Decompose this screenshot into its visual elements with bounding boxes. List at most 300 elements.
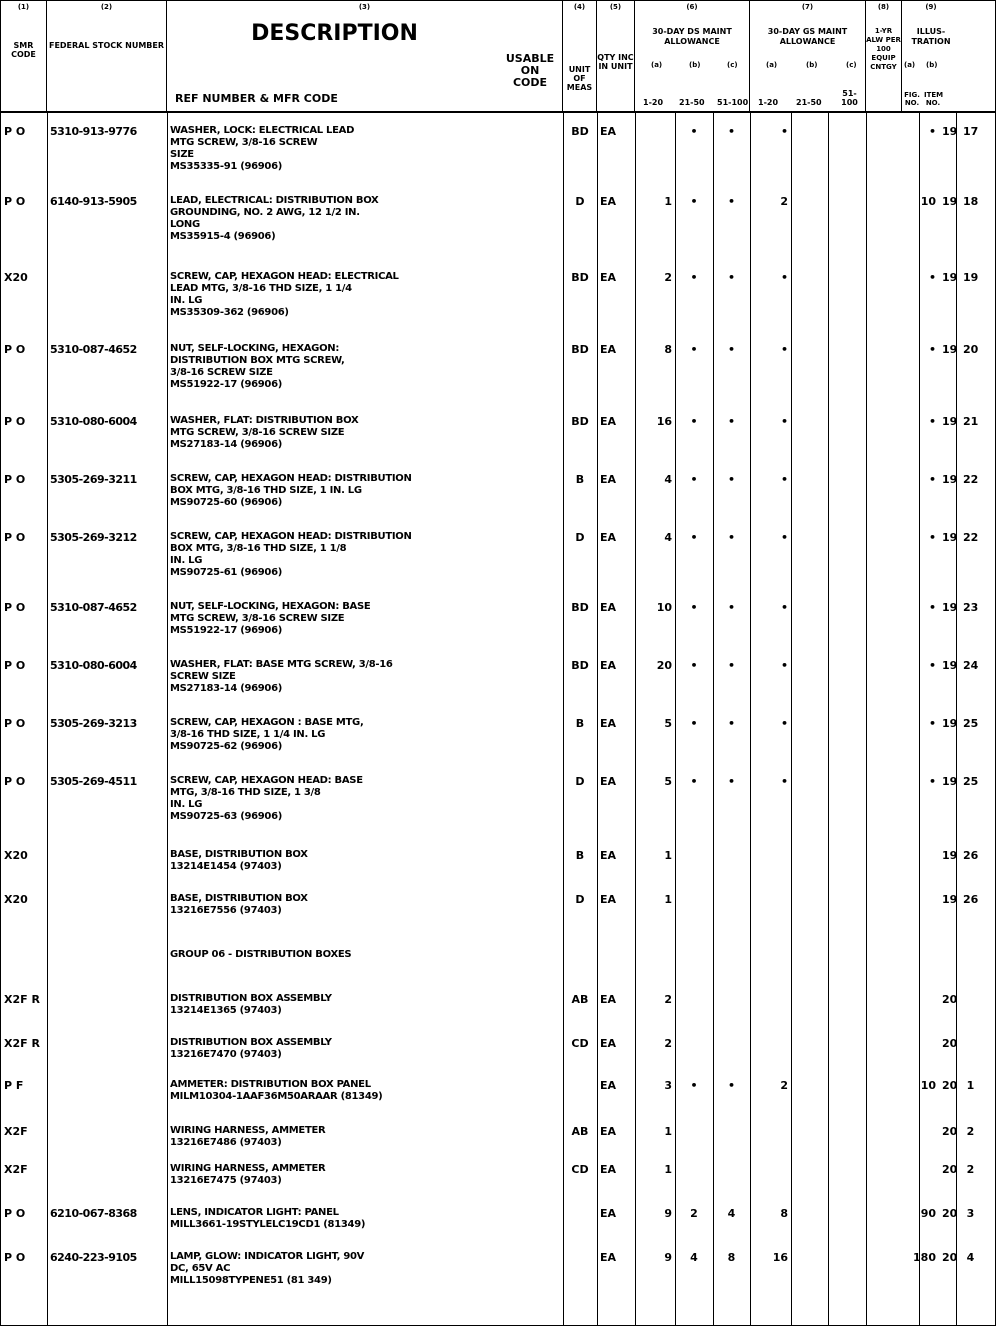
gs-allowance-c — [866, 1251, 902, 1287]
federal-stock-number — [47, 949, 167, 961]
ds-allowance-b: • — [727, 717, 736, 730]
ds-allowance-b: • — [727, 415, 736, 428]
usable-on-code: D — [575, 195, 585, 208]
ds-allowance-a: 2 — [690, 1207, 698, 1220]
qty-in-unit: 5 — [664, 775, 672, 788]
usable-on-code: D — [575, 531, 585, 544]
usable-on-code: BD — [571, 659, 589, 672]
gs-allowance-c — [866, 949, 902, 961]
federal-stock-number — [47, 993, 167, 1017]
ds-allowance-a — [675, 893, 713, 917]
item-number: 26 — [963, 849, 979, 862]
gs-allowance-b — [828, 1125, 866, 1149]
figure-number: 19 — [942, 473, 958, 486]
ds-allowance-a: • — [690, 343, 698, 356]
federal-stock-number — [47, 1037, 167, 1061]
gs-allowance-a — [791, 849, 828, 873]
description: AMMETER: DISTRIBUTION BOX PANEL MILM10304-1AAF36M50ARAAR (81349) — [170, 1079, 383, 1102]
ds-allowance-b — [713, 849, 750, 873]
ds-allowance-b — [713, 949, 750, 961]
unit-of-measure: EA — [600, 1207, 617, 1220]
ds-allowance-b — [713, 993, 750, 1017]
gs-allowance-c — [866, 531, 902, 579]
ds-allowance-b: • — [727, 125, 736, 138]
usable-on-code: B — [575, 717, 585, 730]
gs-allowance-b — [828, 473, 866, 509]
header-qty-inc-in-unit: (5) QTY INC IN UNIT — [597, 1, 635, 111]
one-year-allowance: • — [928, 125, 936, 138]
smr-code: P O — [4, 1207, 26, 1220]
ds-allowance-c — [750, 893, 791, 917]
gs-allowance-a — [791, 949, 828, 961]
gs-allowance-b — [828, 601, 866, 637]
ds-allowance-a: • — [690, 659, 698, 672]
table-row — [1, 1207, 995, 1231]
federal-stock-number — [47, 1125, 167, 1149]
table-row — [1, 125, 995, 173]
ds-allowance-a: • — [690, 717, 698, 730]
ds-allowance-c: • — [780, 531, 788, 544]
gs-allowance-a — [791, 271, 828, 319]
table-row — [1, 531, 995, 579]
item-number: 22 — [963, 531, 979, 544]
federal-stock-number: 6140-913-5905 — [50, 195, 137, 208]
description: DISTRIBUTION BOX ASSEMBLY 13216E7470 (97403) — [170, 1037, 332, 1060]
table-row — [1, 849, 995, 873]
smr-code: P O — [4, 415, 26, 428]
figure-number: 19 — [942, 659, 958, 672]
unit-of-measure: EA — [600, 271, 617, 284]
usable-on-code — [563, 1079, 597, 1103]
figure-number: 20 — [942, 1251, 958, 1264]
gs-allowance-a — [791, 1163, 828, 1187]
ds-allowance-c: • — [780, 601, 788, 614]
description: LAMP, GLOW: INDICATOR LIGHT, 90V DC, 65V AC MILL15098TYPENE51 (81 349) — [170, 1251, 365, 1286]
gs-allowance-b — [828, 717, 866, 753]
gs-allowance-b — [828, 993, 866, 1017]
smr-code: P F — [4, 1079, 24, 1092]
usable-on-code — [563, 949, 597, 961]
ds-allowance-c — [750, 1163, 791, 1187]
description: SCREW, CAP, HEXAGON HEAD: ELECTRICAL LEAD MTG, 3/8-16 THD SIZE, 1 1/4 IN. LG MS35309-362 (96906) — [170, 271, 399, 318]
header-federal-stock-number: (2) FEDERAL STOCK NUMBER — [47, 1, 167, 111]
one-year-allowance: • — [928, 601, 936, 614]
figure-number: 20 — [942, 1079, 958, 1092]
gs-allowance-a — [791, 1037, 828, 1061]
ds-allowance-a: • — [690, 415, 698, 428]
description: SCREW, CAP, HEXAGON : BASE MTG, 3/8-16 THD SIZE, 1 1/4 IN. LG MS90725-62 (96906) — [170, 717, 364, 752]
one-year-allowance: • — [928, 415, 936, 428]
gs-allowance-a — [791, 601, 828, 637]
gs-allowance-c — [866, 601, 902, 637]
unit-of-measure: EA — [600, 415, 617, 428]
smr-code: P O — [4, 343, 26, 356]
description: LEAD, ELECTRICAL: DISTRIBUTION BOX GROUNDING, NO. 2 AWG, 12 1/2 IN. LONG MS35915-4 (96906) — [170, 195, 379, 242]
smr-code: P O — [4, 125, 26, 138]
table-row — [1, 343, 995, 391]
header-smr-code: (1) SMR CODE — [1, 1, 47, 111]
item-number: 24 — [963, 659, 979, 672]
table-row — [1, 1037, 995, 1061]
ds-allowance-c: • — [780, 473, 788, 486]
usable-on-code: AB — [571, 1125, 589, 1138]
ds-allowance-c: • — [780, 271, 788, 284]
figure-number: 19 — [942, 601, 958, 614]
qty-in-unit: 1 — [664, 195, 672, 208]
unit-of-measure: EA — [600, 531, 617, 544]
ds-allowance-b: • — [727, 659, 736, 672]
gs-allowance-b — [828, 343, 866, 391]
gs-allowance-b — [828, 125, 866, 173]
usable-on-code: D — [575, 893, 585, 906]
ds-allowance-a: • — [690, 473, 698, 486]
ds-allowance-b: • — [727, 775, 736, 788]
header-description: (3) DESCRIPTION REF NUMBER & MFR CODE USABLE ON CODE — [167, 1, 563, 111]
qty-in-unit: 9 — [664, 1251, 672, 1264]
ds-allowance-b: • — [727, 271, 736, 284]
gs-allowance-a — [791, 893, 828, 917]
table-row — [1, 893, 995, 917]
ds-allowance-b: 8 — [727, 1251, 736, 1264]
ds-allowance-a: 4 — [690, 1251, 698, 1264]
usable-on-code: BD — [571, 415, 589, 428]
figure-number: 19 — [942, 531, 958, 544]
one-year-allowance: 180 — [913, 1251, 936, 1264]
figure-number: 19 — [942, 415, 958, 428]
ds-allowance-a — [675, 949, 713, 961]
description: DISTRIBUTION BOX ASSEMBLY 13214E1365 (97403) — [170, 993, 332, 1016]
header-ds-maint-allowance: (6) 30-DAY DS MAINT ALLOWANCE (a) (b) (c) 1-20 21-50 51-100 — [635, 1, 750, 111]
gs-allowance-c — [866, 717, 902, 753]
gs-allowance-a — [791, 195, 828, 243]
usable-on-code: BD — [571, 125, 589, 138]
ds-allowance-c: 2 — [780, 195, 788, 208]
header-illustration: (9) ILLUS-TRATION (a) (b) FIG. NO. ITEM NO. — [904, 3, 951, 107]
table-row — [1, 659, 995, 695]
federal-stock-number: 5310-080-6004 — [50, 659, 137, 672]
one-year-allowance: 10 — [920, 1079, 936, 1092]
figure-number: 19 — [942, 271, 958, 284]
ds-allowance-a — [675, 1037, 713, 1061]
federal-stock-number: 6240-223-9105 — [50, 1251, 137, 1264]
ds-allowance-a: • — [690, 195, 698, 208]
ds-allowance-b — [713, 1163, 750, 1187]
usable-on-code: BD — [571, 601, 589, 614]
qty-in-unit: 1 — [664, 1125, 672, 1138]
gs-allowance-b — [828, 1037, 866, 1061]
qty-in-unit: 1 — [664, 849, 672, 862]
figure-number — [939, 949, 960, 961]
one-year-allowance — [902, 1163, 939, 1187]
item-number: 2 — [966, 1163, 975, 1176]
ds-allowance-a: • — [690, 601, 698, 614]
one-year-allowance: 10 — [920, 195, 936, 208]
gs-allowance-b — [828, 415, 866, 451]
unit-of-measure: EA — [600, 1037, 617, 1050]
figure-number: 20 — [942, 993, 958, 1006]
table-row — [1, 949, 995, 961]
unit-of-measure — [597, 949, 635, 961]
unit-of-measure: EA — [600, 775, 617, 788]
one-year-allowance: • — [928, 473, 936, 486]
description: GROUP 06 - DISTRIBUTION BOXES — [170, 949, 352, 960]
ds-allowance-c: • — [780, 343, 788, 356]
unit-of-measure: EA — [600, 601, 617, 614]
one-year-allowance — [902, 1125, 939, 1149]
federal-stock-number — [47, 271, 167, 319]
qty-in-unit: 1 — [664, 1163, 672, 1176]
figure-number: 19 — [942, 195, 958, 208]
figure-number: 20 — [942, 1125, 958, 1138]
qty-in-unit: 9 — [664, 1207, 672, 1220]
one-year-allowance — [902, 993, 939, 1017]
ds-allowance-a — [675, 1163, 713, 1187]
qty-in-unit: 2 — [664, 1037, 672, 1050]
table-row — [1, 993, 995, 1017]
description: NUT, SELF-LOCKING, HEXAGON: DISTRIBUTION BOX MTG SCREW, 3/8-16 SCREW SIZE MS51922-17 (96906) — [170, 343, 345, 390]
federal-stock-number: 5305-269-3212 — [50, 531, 137, 544]
gs-allowance-a — [791, 775, 828, 823]
gs-allowance-c — [866, 473, 902, 509]
gs-allowance-a — [791, 531, 828, 579]
federal-stock-number — [47, 1079, 167, 1103]
item-number: 21 — [963, 415, 979, 428]
description: WIRING HARNESS, AMMETER 13216E7486 (97403) — [170, 1125, 326, 1148]
gs-allowance-c — [866, 775, 902, 823]
one-year-allowance: • — [928, 531, 936, 544]
usable-on-code — [563, 1251, 597, 1287]
table-row — [1, 473, 995, 509]
qty-in-unit — [635, 125, 675, 173]
smr-code: X20 — [4, 271, 28, 284]
gs-allowance-b — [828, 659, 866, 695]
table-row — [1, 601, 995, 637]
unit-of-measure: EA — [600, 343, 617, 356]
figure-number: 19 — [942, 849, 958, 862]
unit-of-measure: EA — [600, 125, 617, 138]
one-year-allowance: • — [928, 659, 936, 672]
unit-of-measure: EA — [600, 195, 617, 208]
unit-of-measure: EA — [600, 993, 617, 1006]
gs-allowance-c — [866, 343, 902, 391]
gs-allowance-b — [828, 195, 866, 243]
ds-allowance-c: 16 — [772, 1251, 788, 1264]
gs-allowance-c — [866, 1207, 902, 1231]
qty-in-unit: 3 — [664, 1079, 672, 1092]
federal-stock-number: 5305-269-3211 — [50, 473, 137, 486]
one-year-allowance: • — [928, 775, 936, 788]
federal-stock-number: 5310-087-4652 — [50, 343, 137, 356]
ds-allowance-c — [750, 1037, 791, 1061]
description: SCREW, CAP, HEXAGON HEAD: DISTRIBUTION BOX MTG, 3/8-16 THD SIZE, 1 1/8 IN. LG MS90725-61 (96906) — [170, 531, 412, 578]
unit-of-measure: EA — [600, 717, 617, 730]
federal-stock-number — [47, 893, 167, 917]
table-row — [1, 1125, 995, 1149]
one-year-allowance — [902, 1037, 939, 1061]
usable-on-code: BD — [571, 271, 589, 284]
ds-allowance-a — [675, 849, 713, 873]
ds-allowance-b: • — [727, 343, 736, 356]
table-row — [1, 717, 995, 753]
qty-in-unit: 2 — [664, 271, 672, 284]
gs-allowance-b — [828, 893, 866, 917]
gs-allowance-b — [828, 1207, 866, 1231]
gs-allowance-b — [828, 1251, 866, 1287]
gs-allowance-b — [828, 271, 866, 319]
gs-allowance-b — [828, 849, 866, 873]
table-row — [1, 195, 995, 243]
smr-code: P O — [4, 531, 26, 544]
item-number: 22 — [963, 473, 979, 486]
description: WASHER, FLAT: BASE MTG SCREW, 3/8-16 SCREW SIZE MS27183-14 (96906) — [170, 659, 393, 694]
header-gs-maint-allowance: (7) 30-DAY GS MAINT ALLOWANCE (a) (b) (c) 1-20 21-50 51-100 — [750, 1, 866, 111]
gs-allowance-c — [866, 993, 902, 1017]
one-year-allowance — [902, 893, 939, 917]
smr-code — [1, 949, 47, 961]
ds-allowance-a — [675, 993, 713, 1017]
usable-on-code — [563, 1207, 597, 1231]
item-number: 4 — [966, 1251, 975, 1264]
description: SCREW, CAP, HEXAGON HEAD: DISTRIBUTION BOX MTG, 3/8-16 THD SIZE, 1 IN. LG MS90725-60 (96906) — [170, 473, 412, 508]
ds-allowance-b — [713, 1125, 750, 1149]
gs-allowance-a — [791, 1207, 828, 1231]
item-number: 17 — [963, 125, 979, 138]
gs-allowance-c — [866, 659, 902, 695]
one-year-allowance — [902, 949, 939, 961]
ds-allowance-b: 4 — [727, 1207, 736, 1220]
figure-number: 19 — [942, 775, 958, 788]
ds-allowance-b: • — [727, 1079, 736, 1092]
header-unit-of-measure: (4) UNIT OF MEAS — [563, 1, 597, 111]
ds-allowance-b — [713, 1037, 750, 1061]
gs-allowance-a — [791, 717, 828, 753]
unit-of-measure: EA — [600, 1125, 617, 1138]
smr-code: X2F — [4, 1125, 28, 1138]
gs-allowance-b — [828, 949, 866, 961]
item-number: 2 — [966, 1125, 975, 1138]
qty-in-unit: 2 — [664, 993, 672, 1006]
qty-in-unit: 4 — [664, 531, 672, 544]
figure-number: 20 — [942, 1037, 958, 1050]
item-number: 20 — [963, 343, 979, 356]
item-number — [960, 993, 981, 1017]
description: WIRING HARNESS, AMMETER 13216E7475 (97403) — [170, 1163, 326, 1186]
description: BASE, DISTRIBUTION BOX 13214E1454 (97403) — [170, 849, 308, 872]
smr-code: P O — [4, 473, 26, 486]
gs-allowance-a — [791, 343, 828, 391]
smr-code: X20 — [4, 849, 28, 862]
gs-allowance-c — [866, 271, 902, 319]
table-row — [1, 1079, 995, 1103]
item-number: 25 — [963, 775, 979, 788]
smr-code: P O — [4, 775, 26, 788]
unit-of-measure: EA — [600, 473, 617, 486]
federal-stock-number: 5310-087-4652 — [50, 601, 137, 614]
description: WASHER, FLAT: DISTRIBUTION BOX MTG SCREW, 3/8-16 SCREW SIZE MS27183-14 (96906) — [170, 415, 359, 450]
ds-allowance-b: • — [727, 531, 736, 544]
qty-in-unit: 5 — [664, 717, 672, 730]
federal-stock-number — [47, 1163, 167, 1187]
qty-in-unit: 20 — [656, 659, 672, 672]
smr-code: P O — [4, 717, 26, 730]
gs-allowance-c — [866, 415, 902, 451]
gs-allowance-b — [828, 775, 866, 823]
one-year-allowance — [902, 849, 939, 873]
figure-number: 19 — [942, 125, 958, 138]
ds-allowance-b — [713, 893, 750, 917]
item-number — [960, 949, 981, 961]
gs-allowance-b — [828, 531, 866, 579]
item-number: 19 — [963, 271, 979, 284]
federal-stock-number: 5310-080-6004 — [50, 415, 137, 428]
ds-allowance-b: • — [727, 473, 736, 486]
unit-of-measure: EA — [600, 1079, 617, 1092]
table-row — [1, 415, 995, 451]
gs-allowance-a — [791, 1251, 828, 1287]
item-number: 23 — [963, 601, 979, 614]
ds-allowance-c: 8 — [780, 1207, 788, 1220]
gs-allowance-a — [791, 659, 828, 695]
smr-code: P O — [4, 1251, 26, 1264]
gs-allowance-c — [866, 893, 902, 917]
smr-code: X20 — [4, 893, 28, 906]
description: LENS, INDICATOR LIGHT: PANEL MILL3661-19STYLELC19CD1 (81349) — [170, 1207, 366, 1230]
federal-stock-number: 6210-067-8368 — [50, 1207, 137, 1220]
gs-allowance-a — [791, 1079, 828, 1103]
federal-stock-number: 5305-269-4511 — [50, 775, 137, 788]
gs-allowance-c — [866, 125, 902, 173]
usable-on-code: B — [575, 473, 585, 486]
ds-allowance-c: • — [780, 717, 788, 730]
usable-on-code: D — [575, 775, 585, 788]
table-row — [1, 271, 995, 319]
qty-in-unit: 4 — [664, 473, 672, 486]
table-header — [1, 1, 995, 113]
figure-number: 19 — [942, 343, 958, 356]
usable-on-code: BD — [571, 343, 589, 356]
ds-allowance-c: 2 — [780, 1079, 788, 1092]
ds-allowance-a: • — [690, 775, 698, 788]
one-year-allowance: 90 — [920, 1207, 936, 1220]
one-year-allowance: • — [928, 271, 936, 284]
ds-allowance-a: • — [690, 531, 698, 544]
ds-allowance-a: • — [690, 271, 698, 284]
smr-code: X2F — [4, 1163, 28, 1176]
usable-on-code: CD — [571, 1163, 589, 1176]
gs-allowance-b — [828, 1079, 866, 1103]
ds-allowance-c — [750, 1125, 791, 1149]
item-number: 1 — [966, 1079, 975, 1092]
item-number — [960, 1037, 981, 1061]
description: BASE, DISTRIBUTION BOX 13216E7556 (97403) — [170, 893, 308, 916]
gs-allowance-c — [866, 849, 902, 873]
figure-number: 19 — [942, 893, 958, 906]
table-row — [1, 1163, 995, 1187]
gs-allowance-b — [828, 1163, 866, 1187]
gs-allowance-a — [791, 473, 828, 509]
gs-allowance-c — [866, 1163, 902, 1187]
qty-in-unit: 1 — [664, 893, 672, 906]
item-number: 3 — [966, 1207, 975, 1220]
ds-allowance-a: • — [690, 125, 698, 138]
gs-allowance-c — [866, 1037, 902, 1061]
table-row — [1, 775, 995, 823]
qty-in-unit: 16 — [656, 415, 672, 428]
one-year-allowance: • — [928, 343, 936, 356]
ds-allowance-c: • — [780, 415, 788, 428]
unit-of-measure: EA — [600, 1163, 617, 1176]
ds-allowance-c: • — [780, 125, 788, 138]
